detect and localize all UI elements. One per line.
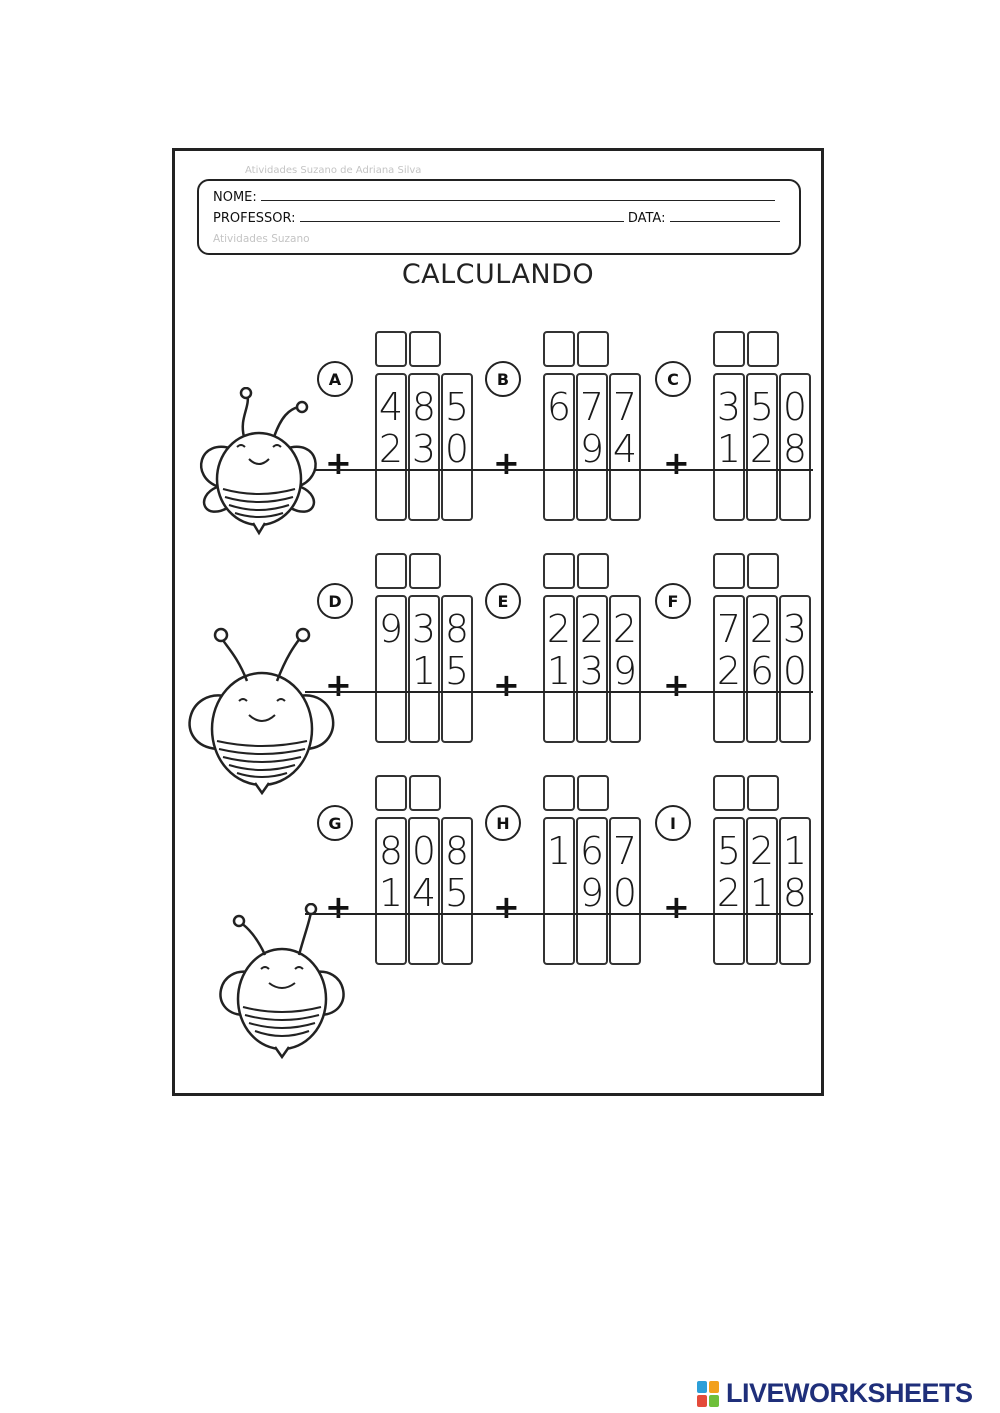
bottom-digit: 9 bbox=[579, 871, 605, 915]
bottom-digit: 2 bbox=[749, 427, 775, 471]
date-field[interactable] bbox=[670, 210, 780, 222]
problem-label: B bbox=[485, 361, 521, 397]
addition-problem-a bbox=[325, 331, 499, 531]
digit-column bbox=[408, 373, 440, 521]
top-digit: 0 bbox=[411, 829, 437, 873]
bee-illustration-3 bbox=[207, 903, 357, 1063]
carry-input[interactable] bbox=[543, 553, 575, 589]
problem-label: E bbox=[485, 583, 521, 619]
bee-illustration-1 bbox=[189, 387, 329, 537]
carry-input[interactable] bbox=[577, 331, 609, 367]
answer-input[interactable] bbox=[410, 697, 438, 741]
answer-input[interactable] bbox=[611, 697, 639, 741]
carry-input[interactable] bbox=[375, 775, 407, 811]
answer-input[interactable] bbox=[410, 475, 438, 519]
top-digit: 2 bbox=[749, 607, 775, 651]
plus-sign: + bbox=[325, 444, 352, 482]
problem-label: I bbox=[655, 805, 691, 841]
name-field[interactable] bbox=[261, 189, 775, 201]
addition-problem-e bbox=[493, 553, 667, 753]
answer-input[interactable] bbox=[715, 697, 743, 741]
top-digit: 2 bbox=[612, 607, 638, 651]
problem-label: G bbox=[317, 805, 353, 841]
answer-input[interactable] bbox=[578, 919, 606, 963]
digit-column bbox=[441, 817, 473, 965]
digit-columns bbox=[713, 595, 812, 743]
top-digit: 1 bbox=[782, 829, 808, 873]
digit-column bbox=[779, 595, 811, 743]
top-digit: 8 bbox=[444, 829, 470, 873]
sum-line bbox=[473, 691, 643, 693]
top-digit: 7 bbox=[716, 607, 742, 651]
answer-input[interactable] bbox=[748, 919, 776, 963]
digit-column bbox=[576, 817, 608, 965]
plus-sign: + bbox=[663, 666, 690, 704]
bottom-digit: 9 bbox=[612, 649, 638, 693]
answer-input[interactable] bbox=[443, 697, 471, 741]
answer-input[interactable] bbox=[781, 697, 809, 741]
answer-input[interactable] bbox=[578, 697, 606, 741]
bottom-digit: 0 bbox=[444, 427, 470, 471]
addition-problem-h bbox=[493, 775, 667, 975]
plus-sign: + bbox=[493, 888, 520, 926]
digit-column bbox=[609, 817, 641, 965]
answer-input[interactable] bbox=[781, 919, 809, 963]
answer-input[interactable] bbox=[545, 919, 573, 963]
top-digit: 3 bbox=[716, 385, 742, 429]
sum-line bbox=[643, 913, 813, 915]
bottom-digit: 1 bbox=[411, 649, 437, 693]
top-digit: 3 bbox=[411, 607, 437, 651]
carry-input[interactable] bbox=[577, 775, 609, 811]
carry-input[interactable] bbox=[713, 553, 745, 589]
digit-column bbox=[779, 373, 811, 521]
sum-line bbox=[473, 469, 643, 471]
sum-line bbox=[643, 469, 813, 471]
teacher-line bbox=[213, 210, 780, 226]
liveworksheets-footer[interactable] bbox=[696, 1378, 973, 1409]
plus-sign: + bbox=[493, 666, 520, 704]
digit-column bbox=[441, 373, 473, 521]
page-title: CALCULANDO bbox=[401, 259, 595, 290]
addition-problem-b bbox=[493, 331, 667, 531]
worksheet-page bbox=[172, 148, 824, 1096]
top-digit: 8 bbox=[411, 385, 437, 429]
answer-input[interactable] bbox=[377, 697, 405, 741]
digit-column bbox=[576, 595, 608, 743]
answer-input[interactable] bbox=[578, 475, 606, 519]
carry-boxes bbox=[543, 553, 611, 589]
answer-input[interactable] bbox=[781, 475, 809, 519]
bottom-digit: 9 bbox=[579, 427, 605, 471]
bottom-digit: 3 bbox=[411, 427, 437, 471]
addition-problem-f bbox=[663, 553, 837, 753]
bottom-digit: 4 bbox=[411, 871, 437, 915]
answer-input[interactable] bbox=[715, 475, 743, 519]
answer-input[interactable] bbox=[410, 919, 438, 963]
digit-column bbox=[543, 373, 575, 521]
carry-boxes bbox=[713, 775, 781, 811]
watermark-inner: Atividades Suzano bbox=[213, 233, 310, 245]
problem-label: A bbox=[317, 361, 353, 397]
digit-column bbox=[543, 817, 575, 965]
digit-column bbox=[779, 817, 811, 965]
top-digit: 8 bbox=[378, 829, 404, 873]
top-digit: 2 bbox=[546, 607, 572, 651]
bottom-digit: 8 bbox=[782, 871, 808, 915]
digit-columns bbox=[375, 373, 474, 521]
name-label: NOME: bbox=[213, 190, 257, 205]
top-digit: 4 bbox=[378, 385, 404, 429]
answer-input[interactable] bbox=[377, 475, 405, 519]
digit-column bbox=[408, 817, 440, 965]
sum-line bbox=[473, 913, 643, 915]
carry-boxes bbox=[375, 775, 443, 811]
answer-input[interactable] bbox=[545, 697, 573, 741]
carry-input[interactable] bbox=[747, 775, 779, 811]
carry-input[interactable] bbox=[577, 553, 609, 589]
plus-sign: + bbox=[325, 666, 352, 704]
carry-boxes bbox=[375, 331, 443, 367]
carry-input[interactable] bbox=[713, 331, 745, 367]
addition-problem-d bbox=[325, 553, 499, 753]
top-digit: 2 bbox=[579, 607, 605, 651]
top-digit: 5 bbox=[749, 385, 775, 429]
digit-columns bbox=[543, 373, 642, 521]
answer-input[interactable] bbox=[377, 919, 405, 963]
bottom-digit: 0 bbox=[782, 649, 808, 693]
name-line bbox=[213, 189, 775, 205]
digit-columns bbox=[713, 817, 812, 965]
carry-boxes bbox=[713, 553, 781, 589]
bottom-digit: 2 bbox=[378, 427, 404, 471]
digit-column bbox=[609, 595, 641, 743]
top-digit: 7 bbox=[612, 829, 638, 873]
carry-input[interactable] bbox=[713, 775, 745, 811]
watermark-top: Atividades Suzano de Adriana Silva bbox=[245, 165, 422, 176]
carry-input[interactable] bbox=[375, 331, 407, 367]
plus-sign: + bbox=[663, 444, 690, 482]
answer-input[interactable] bbox=[611, 475, 639, 519]
digit-columns bbox=[375, 817, 474, 965]
bottom-digit: 1 bbox=[546, 649, 572, 693]
top-digit: 0 bbox=[782, 385, 808, 429]
sum-line bbox=[305, 469, 475, 471]
carry-input[interactable] bbox=[375, 553, 407, 589]
digit-column bbox=[609, 373, 641, 521]
problem-label: D bbox=[317, 583, 353, 619]
digit-columns bbox=[543, 817, 642, 965]
sum-line bbox=[643, 691, 813, 693]
bottom-digit: 1 bbox=[749, 871, 775, 915]
top-digit: 7 bbox=[579, 385, 605, 429]
answer-input[interactable] bbox=[443, 475, 471, 519]
digit-columns bbox=[375, 595, 474, 743]
answer-input[interactable] bbox=[748, 697, 776, 741]
liveworksheets-brand: LIVEWORKSHEETS bbox=[726, 1378, 973, 1408]
digit-column bbox=[375, 595, 407, 743]
problem-label: H bbox=[485, 805, 521, 841]
digit-column bbox=[713, 373, 745, 521]
top-digit: 8 bbox=[444, 607, 470, 651]
carry-input[interactable] bbox=[543, 775, 575, 811]
digit-columns bbox=[543, 595, 642, 743]
carry-input[interactable] bbox=[409, 331, 441, 367]
bee-illustration-2 bbox=[177, 625, 347, 795]
answer-input[interactable] bbox=[715, 919, 743, 963]
digit-column bbox=[441, 595, 473, 743]
digit-column bbox=[746, 595, 778, 743]
digit-columns bbox=[713, 373, 812, 521]
carry-boxes bbox=[543, 775, 611, 811]
teacher-label: PROFESSOR: bbox=[213, 211, 296, 226]
plus-sign: + bbox=[325, 888, 352, 926]
bottom-digit: 2 bbox=[716, 649, 742, 693]
student-info-box bbox=[197, 179, 801, 255]
digit-column bbox=[375, 817, 407, 965]
date-label: DATA: bbox=[627, 211, 666, 226]
top-digit: 3 bbox=[782, 607, 808, 651]
carry-input[interactable] bbox=[543, 331, 575, 367]
bottom-digit: 4 bbox=[612, 427, 638, 471]
top-digit: 9 bbox=[378, 607, 404, 651]
answer-input[interactable] bbox=[545, 475, 573, 519]
digit-column bbox=[746, 817, 778, 965]
carry-boxes bbox=[713, 331, 781, 367]
top-digit: 1 bbox=[546, 829, 572, 873]
liveworksheets-logo-icon bbox=[696, 1380, 722, 1408]
carry-input[interactable] bbox=[747, 553, 779, 589]
top-digit: 5 bbox=[444, 385, 470, 429]
bottom-digit: 3 bbox=[579, 649, 605, 693]
bottom-digit: 1 bbox=[716, 427, 742, 471]
addition-problem-c bbox=[663, 331, 837, 531]
digit-column bbox=[713, 595, 745, 743]
top-digit: 6 bbox=[579, 829, 605, 873]
answer-input[interactable] bbox=[443, 919, 471, 963]
carry-input[interactable] bbox=[409, 775, 441, 811]
plus-sign: + bbox=[493, 444, 520, 482]
addition-problem-i bbox=[663, 775, 837, 975]
top-digit: 2 bbox=[749, 829, 775, 873]
digit-column bbox=[746, 373, 778, 521]
teacher-field[interactable] bbox=[300, 210, 624, 222]
digit-column bbox=[375, 373, 407, 521]
carry-input[interactable] bbox=[409, 553, 441, 589]
answer-input[interactable] bbox=[748, 475, 776, 519]
problem-label: C bbox=[655, 361, 691, 397]
plus-sign: + bbox=[663, 888, 690, 926]
digit-column bbox=[408, 595, 440, 743]
digit-column bbox=[713, 817, 745, 965]
top-digit: 5 bbox=[716, 829, 742, 873]
digit-column bbox=[576, 373, 608, 521]
bottom-digit: 8 bbox=[782, 427, 808, 471]
bottom-digit: 0 bbox=[612, 871, 638, 915]
carry-boxes bbox=[543, 331, 611, 367]
problem-label: F bbox=[655, 583, 691, 619]
answer-input[interactable] bbox=[611, 919, 639, 963]
carry-boxes bbox=[375, 553, 443, 589]
top-digit: 7 bbox=[612, 385, 638, 429]
bottom-digit: 1 bbox=[378, 871, 404, 915]
top-digit: 6 bbox=[546, 385, 572, 429]
bottom-digit: 6 bbox=[749, 649, 775, 693]
bottom-digit: 2 bbox=[716, 871, 742, 915]
addition-problem-g bbox=[325, 775, 499, 975]
bottom-digit: 5 bbox=[444, 871, 470, 915]
carry-input[interactable] bbox=[747, 331, 779, 367]
digit-column bbox=[543, 595, 575, 743]
bottom-digit: 5 bbox=[444, 649, 470, 693]
